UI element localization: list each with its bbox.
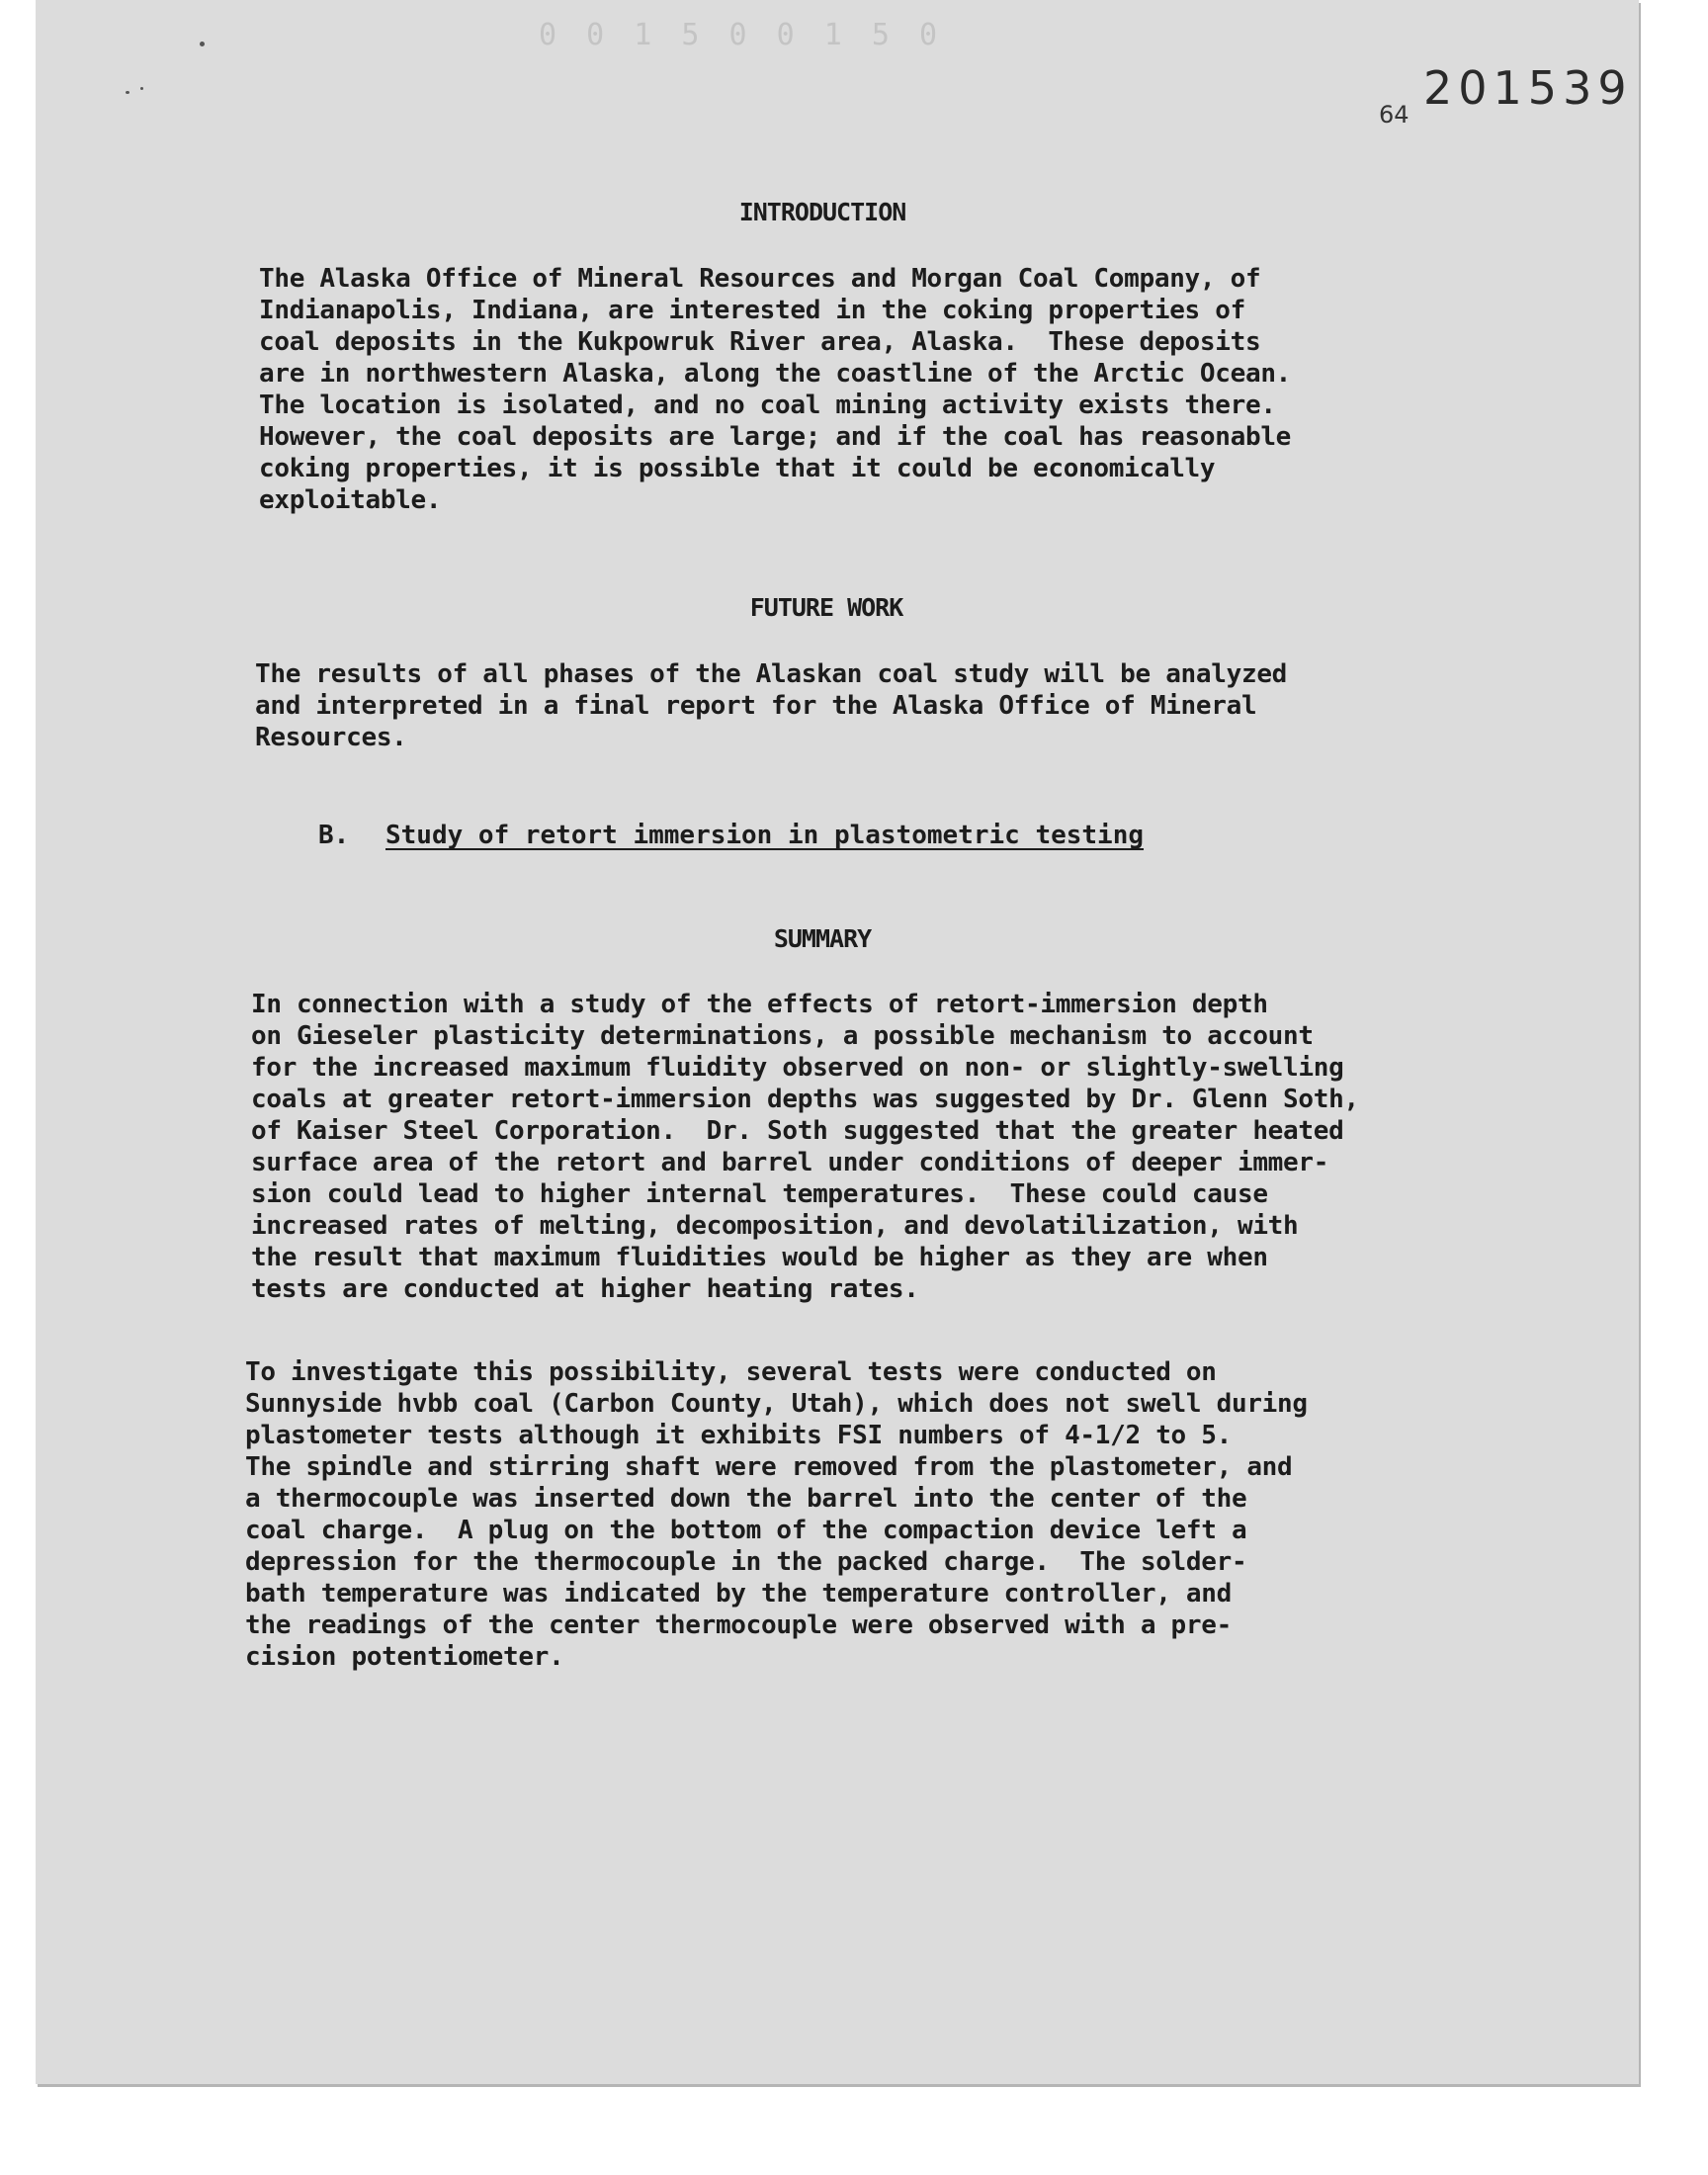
text-line: the readings of the center thermocouple were observed with a pre- — [245, 1610, 1232, 1640]
introduction-paragraph — [259, 263, 1291, 516]
bleed-through-mark: 0 0 1 5 0 0 1 5 0 — [539, 18, 944, 52]
text-line: coking properties, it is possible that it could be economically — [259, 454, 1216, 483]
text-line: cision potentiometer. — [245, 1642, 564, 1672]
text-line: tests are conducted at higher heating rates. — [251, 1274, 919, 1304]
text-line: The location is isolated, and no coal mining activity exists there. — [259, 391, 1276, 420]
text-line: coals at greater retort-immersion depths was suggested by Dr. Glenn Soth, — [251, 1085, 1359, 1114]
paper-speck — [140, 87, 143, 90]
text-line: exploitable. — [259, 485, 442, 515]
text-line: The Alaska Office of Mineral Resources and Morgan Coal Company, of — [259, 264, 1261, 294]
summary-heading: SUMMARY — [773, 924, 872, 953]
text-line: depression for the thermocouple in the packed charge. The solder- — [245, 1547, 1247, 1577]
text-line: are in northwestern Alaska, along the coastline of the Arctic Ocean. — [259, 359, 1292, 389]
paper-speck — [126, 91, 129, 94]
text-line: sion could lead to higher internal temperatures. These could cause — [251, 1179, 1268, 1209]
text-line: on Gieseler plasticity determinations, a possible mechanism to account — [251, 1021, 1314, 1051]
future-work-paragraph — [255, 658, 1287, 753]
document-number: 201539 — [1423, 61, 1633, 115]
text-line: and interpreted in a final report for the Alaska Office of Mineral — [255, 691, 1257, 721]
text-line: increased rates of melting, decomposition, and devolatilization, with — [251, 1211, 1299, 1241]
text-line: of Kaiser Steel Corporation. Dr. Soth suggested that the greater heated — [251, 1116, 1344, 1146]
text-line: The spindle and stirring shaft were removed from the plastometer, and — [245, 1452, 1293, 1482]
future-work-heading: FUTURE WORK — [749, 593, 903, 622]
introduction-heading: INTRODUCTION — [738, 198, 906, 226]
text-line: bath temperature was indicated by the temperature controller, and — [245, 1579, 1232, 1609]
paper-speck — [200, 42, 205, 46]
text-line: In connection with a study of the effects of retort-immersion depth — [251, 990, 1268, 1019]
text-line: Sunnyside hvbb coal (Carbon County, Utah), which does not swell during — [245, 1389, 1308, 1419]
summary-paragraph-1 — [251, 989, 1359, 1305]
text-line: Resources. — [255, 723, 407, 752]
text-line: However, the coal deposits are large; and if the coal has reasonable — [259, 422, 1292, 452]
text-line: for the increased maximum fluidity observed on non- or slightly-swelling — [251, 1053, 1344, 1083]
text-line: Indianapolis, Indiana, are interested in the coking properties of — [259, 296, 1245, 325]
text-line: To investigate this possibility, several tests were conducted on — [245, 1357, 1217, 1387]
text-line: surface area of the retort and barrel under conditions of deeper immer- — [251, 1148, 1329, 1177]
text-line: the result that maximum fluidities would be higher as they are when — [251, 1243, 1268, 1272]
section-title: Study of retort immersion in plastometric testing — [385, 821, 1145, 850]
text-line: coal charge. A plug on the bottom of the compaction device left a — [245, 1516, 1247, 1545]
summary-paragraph-2 — [245, 1356, 1308, 1673]
text-line: a thermocouple was inserted down the barrel into the center of the — [245, 1484, 1247, 1514]
section-letter: B. — [318, 821, 350, 850]
text-line: The results of all phases of the Alaskan coal study will be analyzed — [255, 659, 1288, 689]
page-number: 64 — [1379, 101, 1409, 129]
section-b-heading — [318, 821, 1144, 850]
text-line: coal deposits in the Kukpowruk River area, Alaska. These deposits — [259, 327, 1261, 357]
text-line: plastometer tests although it exhibits FSI numbers of 4-1/2 to 5. — [245, 1421, 1232, 1450]
